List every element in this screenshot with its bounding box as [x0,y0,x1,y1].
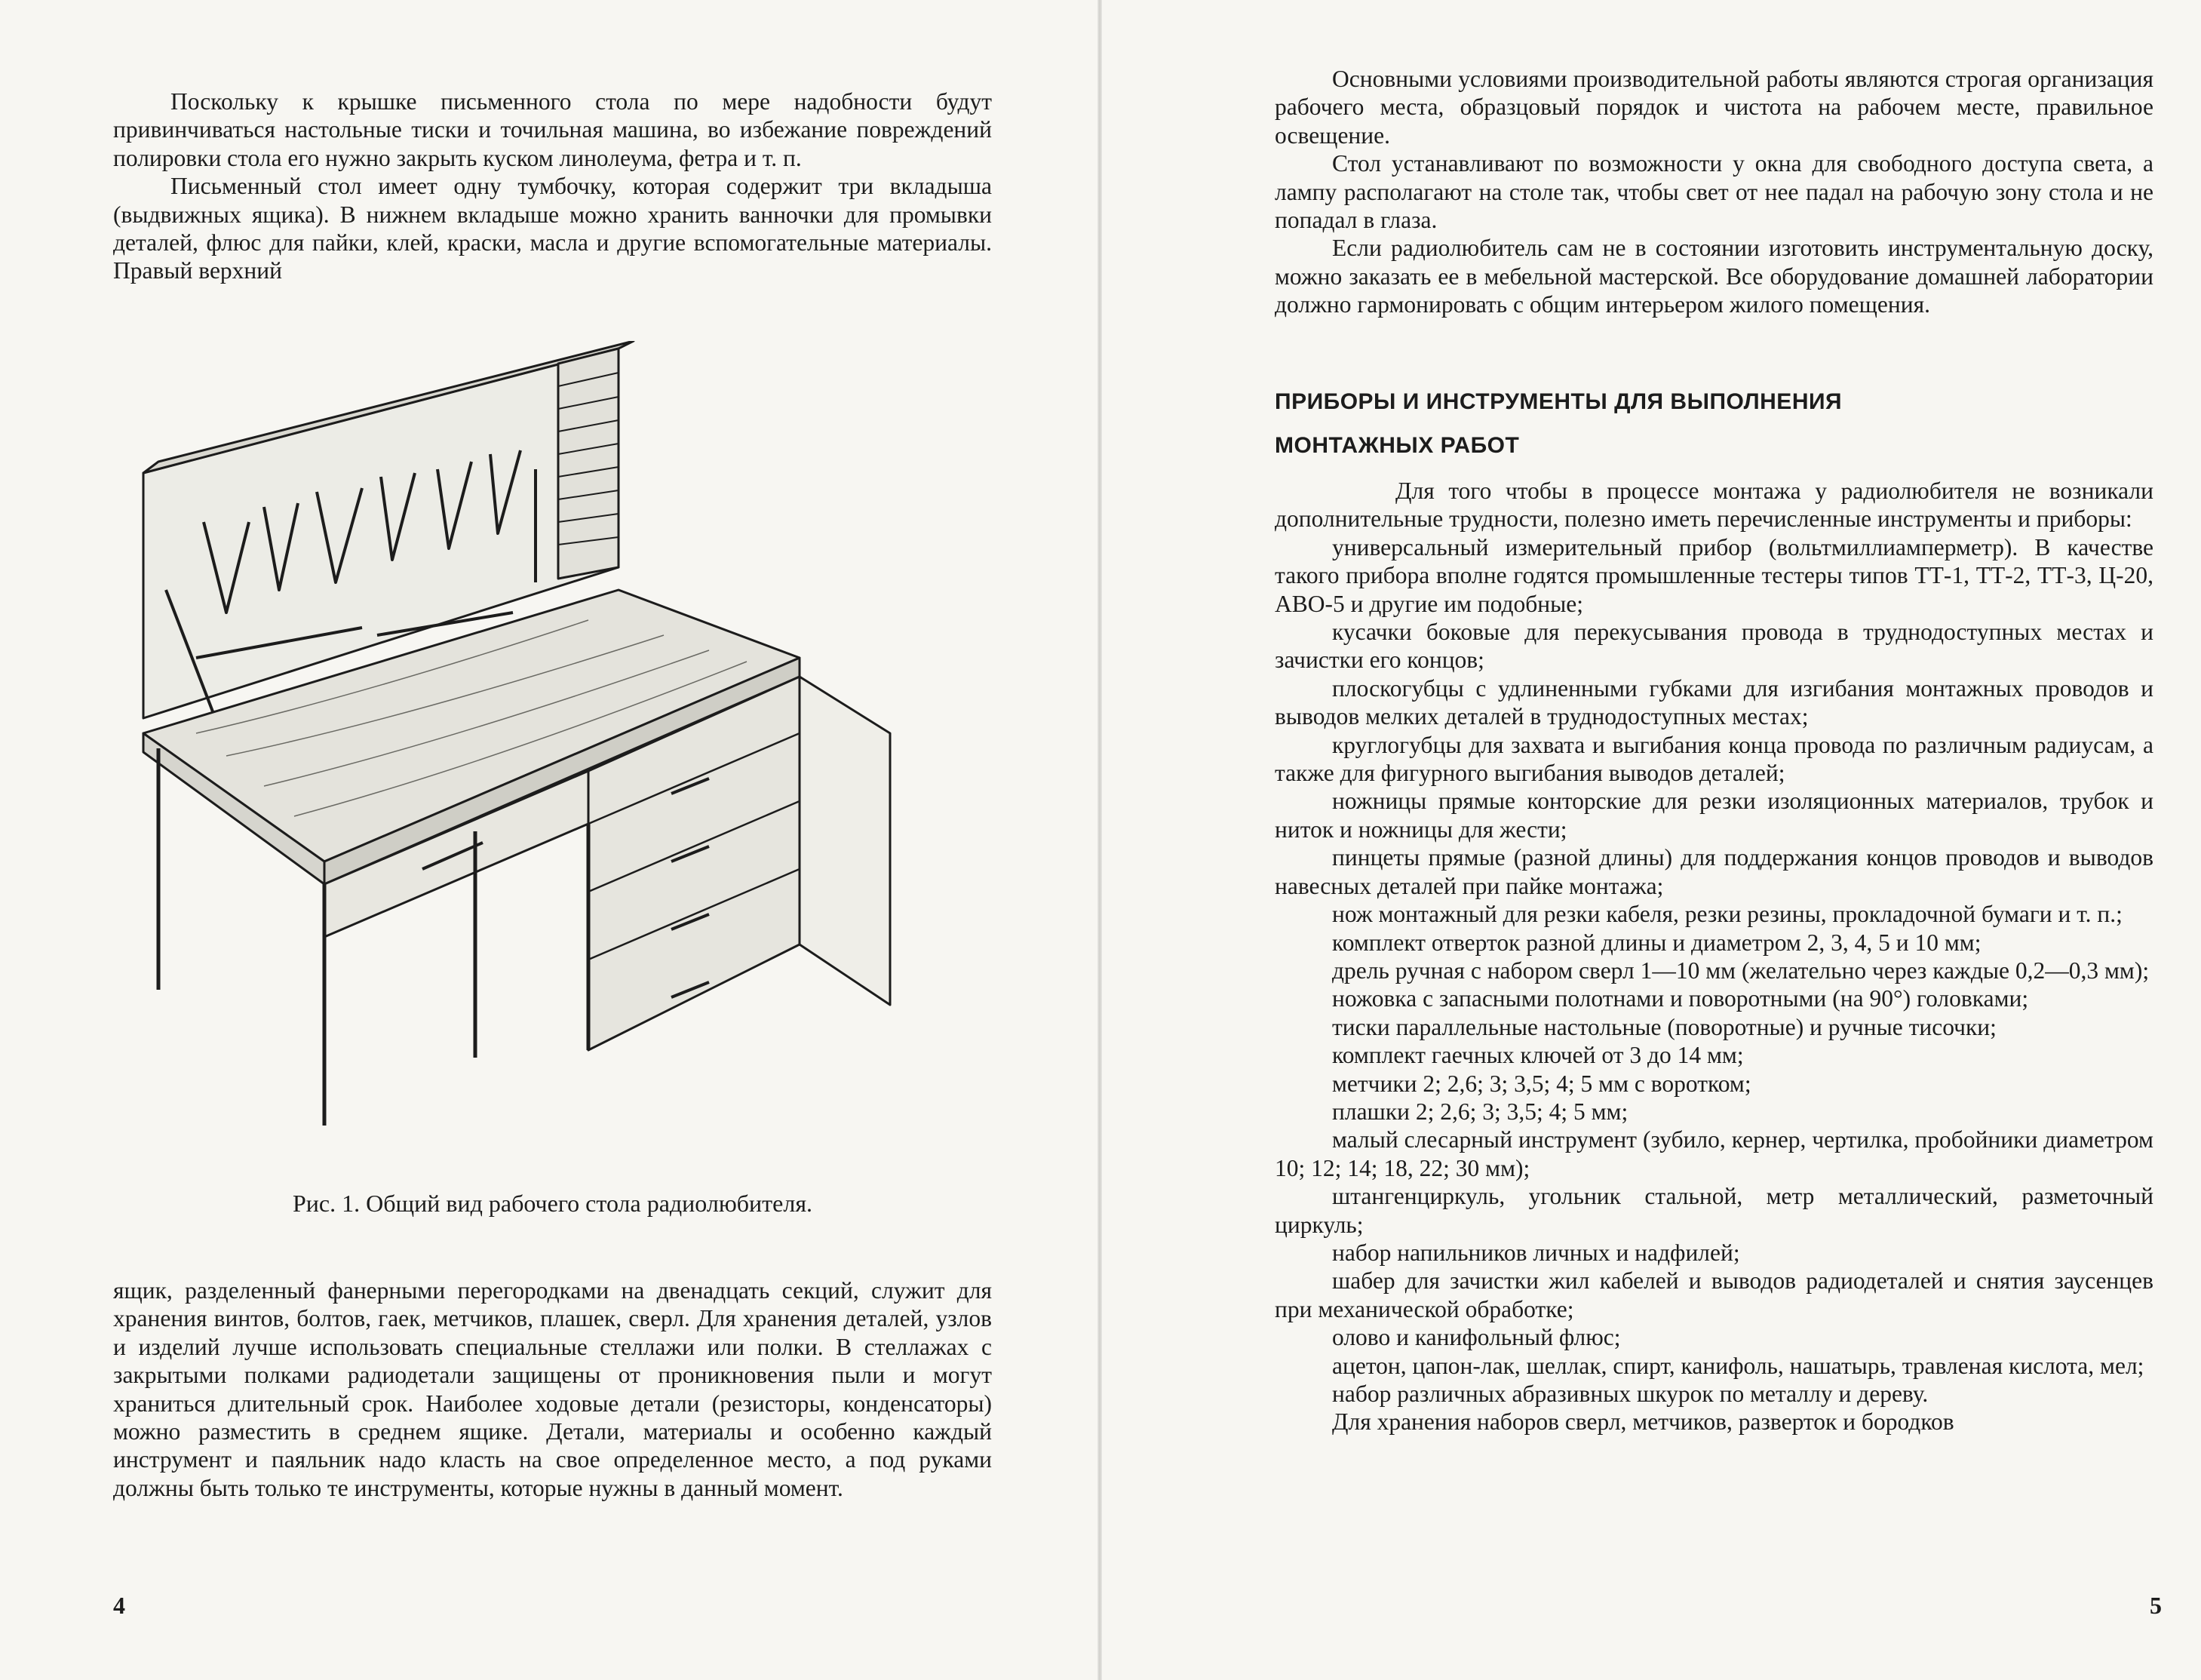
list-item: ножовка с запасными полотнами и поворотными (на 90°) головками; [1332,985,2029,1012]
list-item: универсальный измерительный прибор (вольтмиллиамперметр). В качестве такого прибора вполне годятся промышленные тестеры типов ТТ-1, ТТ-2, ТТ-3, Ц-20, АВО-5 и другие им подобные; [1275,533,2153,617]
workbench-illustration [136,341,965,1156]
list-item: штангенциркуль, угольник стальной, метр металлический, разметочный циркуль; [1275,1183,2153,1238]
paragraph: Письменный стол имеет одну тумбочку, которая содержит три вкладыша (выдвижных ящика). В нижнем вкладыше можно хранить ванночки для промывки деталей, флюс для пайки, клей, краски, масла и другие вспомогательные материалы. Правый верхний [113,173,992,284]
intro-paragraph: Для того чтобы в процессе монтажа у радиолюбителя не возникали дополнительные трудности, полезно иметь перечисленные инструменты и приборы: [1275,478,2153,533]
right-top-text [1275,65,2153,319]
list-item: комплект отверток разной длины и диаметром 2, 3, 4, 5 и 10 мм; [1332,929,1982,956]
right-page [1101,0,2201,1680]
list-item: Для хранения наборов сверл, метчиков, разверток и бородков [1332,1408,1954,1436]
list-item: кусачки боковые для перекусывания провода в труднодоступных местах и зачистки его концов; [1275,619,2153,674]
section-heading [1275,380,2153,468]
list-item: комплект гаечных ключей от 3 до 14 мм; [1332,1042,1744,1069]
list-item: плашки 2; 2,6; 3; 3,5; 4; 5 мм; [1332,1098,1628,1125]
list-item: метчики 2; 2,6; 3; 3,5; 4; 5 мм с воротком; [1332,1070,1751,1097]
list-item: ножницы прямые конторские для резки изоляционных материалов, трубок и ниток и ножницы для жести; [1275,788,2153,843]
list-item: нож монтажный для резки кабеля, резки резины, прокладочной бумаги и т. п.; [1332,901,2123,928]
tools-list-text [1275,477,2153,1436]
paragraph: ящик, разделенный фанерными перегородками на двенадцать секций, служит для хранения винтов, болтов, гаек, метчиков, плашек, сверл. Для хранения деталей, узлов и изделий лучше использовать специальные стеллажи или полки. В стеллажах с закрытыми полками радиодетали защищены от проникновения пыли и могут храниться длительный срок. Наиболее ходовые детали (резисторы, конденсаторы) можно разместить в среднем ящике. Детали, материалы и особенно каждый инструмент и паяльник надо класть на свое определенное место, а под руками должны быть только те инструменты, которые нужны в данный момент. [113,1277,992,1501]
cabinet-door [800,677,890,1005]
list-item: тиски параллельные настольные (поворотные) и ручные тисочки; [1332,1013,1997,1040]
heading-line: ПРИБОРЫ И ИНСТРУМЕНТЫ ДЛЯ ВЫПОЛНЕНИЯ [1275,389,1843,414]
list-item: шабер для зачистки жил кабелей и выводов радиодеталей и снятия заусенцев при механической обработке; [1275,1267,2153,1322]
list-item: пинцеты прямые (разной длины) для поддержания концов проводов и выводов навесных деталей при пайке монтажа; [1275,844,2153,899]
list-item: ацетон, цапон-лак, шеллак, спирт, канифоль, нашатырь, травленая кислота, мел; [1332,1352,2144,1379]
heading-line: МОНТАЖНЫХ РАБОТ [1275,433,1520,458]
paragraph: Основными условиями производительной работы являются строгая организация рабочего места, образцовый порядок и чистота на рабочем месте, правильное освещение. [1275,66,2153,149]
list-item: олово и канифольный флюс; [1332,1324,1621,1351]
paragraph: Поскольку к крышке письменного стола по мере надобности будут привинчиваться настольные тиски и точильная машина, во избежание повреждений полировки стола его нужно закрыть куском линолеума, фетра и т. п. [113,88,992,171]
paragraph: Если радиолюбитель сам не в состоянии изготовить инструментальную доску, можно заказать ее в мебельной мастерской. Все оборудование домашней лаборатории должно гармонировать с общим интерьером жилого помещения. [1275,235,2153,318]
left-top-text [113,88,992,285]
figure-caption: Рис. 1. Общий вид рабочего стола радиолюбителя. [292,1190,813,1217]
list-item: набор различных абразивных шкурок по металлу и дереву. [1332,1381,1929,1407]
page-number: 4 [113,1592,125,1619]
list-item: дрель ручная с набором сверл 1—10 мм (желательно через каждые 0,2—0,3 мм); [1332,957,2150,984]
paragraph: Стол устанавливают по возможности у окна для свободного доступа света, а лампу располагают на столе так, чтобы свет от нее падал на рабочую зону стола и не попадал в глаза. [1275,150,2153,234]
list-item: малый слесарный инструмент (зубило, кернер, чертилка, пробойники диаметром 10; 12; 14; 18, 22; 30 мм); [1275,1126,2153,1181]
left-bottom-text [113,1276,992,1502]
list-item: плоскогубцы с удлиненными губками для изгибания монтажных проводов и выводов мелких деталей в труднодоступных местах; [1275,674,2153,730]
list-item: круглогубцы для захвата и выгибания конца провода по различным радиусам, а также для фигурного выгибания выводов деталей; [1275,731,2153,787]
page-number: 5 [2150,1592,2162,1619]
list-item: набор напильников личных и надфилей; [1332,1239,1740,1266]
workbench-drawing [136,341,965,1156]
